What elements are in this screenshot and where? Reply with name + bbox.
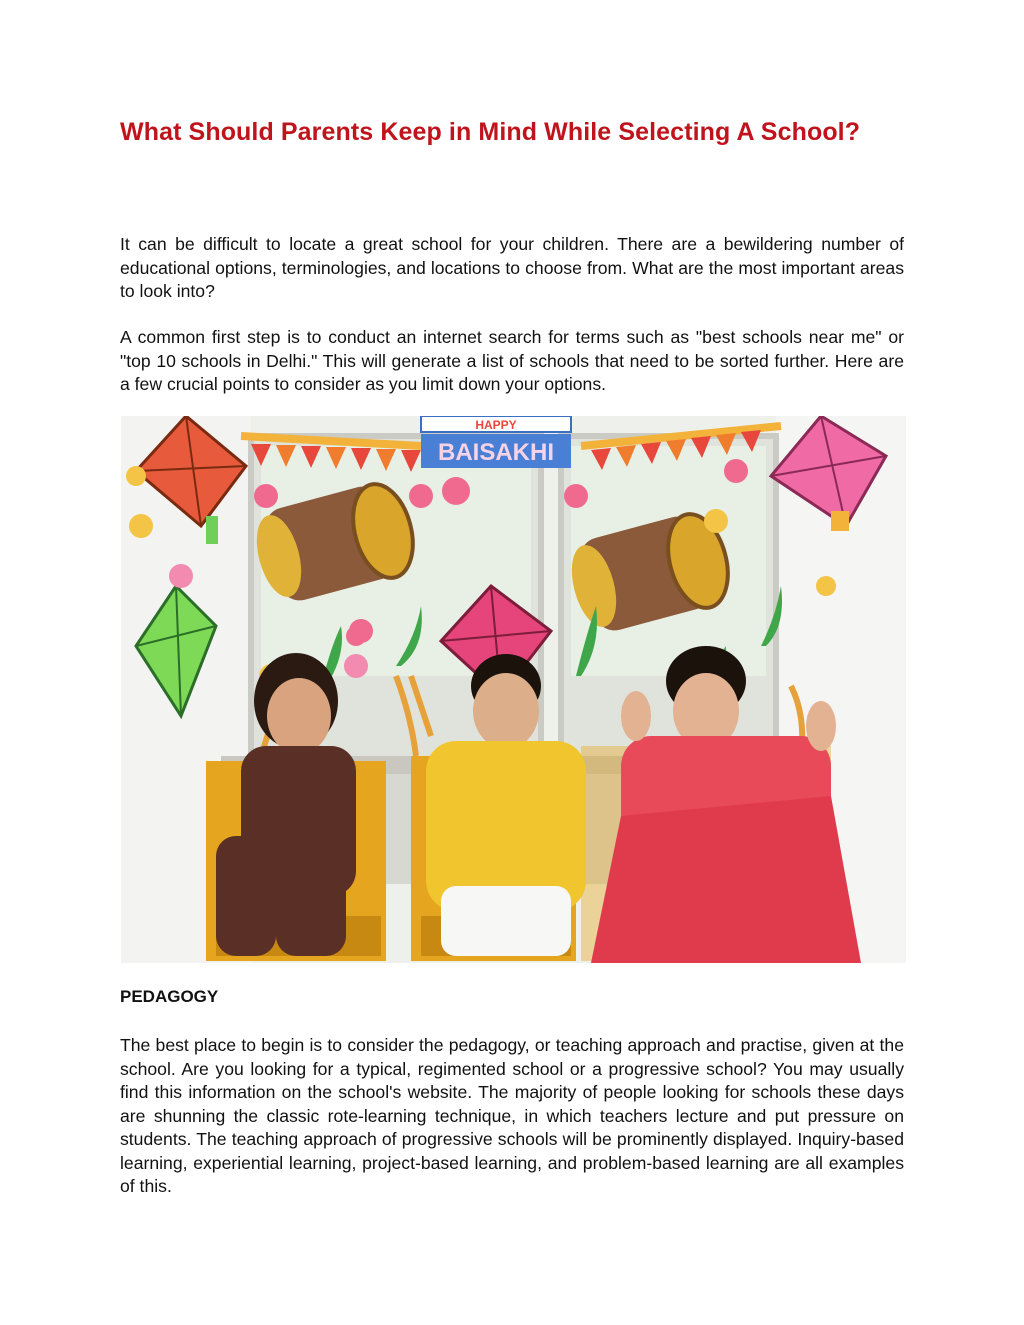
article-title: What Should Parents Keep in Mind While Selecting A School? bbox=[120, 118, 861, 146]
section-body: The best place to begin is to consider the pedagogy, or teaching approach and practise, given at the school. Are you looking for a typical, regimented school or a progressive school? You may usually find this information on the school's website. The majority of people looking for schools these days are shunning the classic rote-learning technique, in which teachers lecture and put pressure on students. The teaching approach of progressive schools will be prominently displayed. Inquiry-based learning, experiential learning, project-based learning, and problem-based learning are all examples of this. bbox=[120, 1035, 904, 1196]
baisakhi-banner-text: BAISAKHI bbox=[437, 439, 555, 466]
happy-banner-text: HAPPY bbox=[475, 418, 517, 432]
baisakhi-celebration-photo bbox=[121, 416, 906, 963]
intro-paragraph-2: A common first step is to conduct an internet search for terms such as "best schools near me" or "top 10 schools in Delhi." This will generate a list of schools that need to be sorted further. Here are a few crucial points to consider as you limit down your options. bbox=[120, 327, 904, 394]
section-heading: PEDAGOGY bbox=[120, 987, 219, 1006]
photo-illustration bbox=[121, 416, 906, 963]
intro-paragraph-1: It can be difficult to locate a great school for your children. There are a bewildering number of educational options, terminologies, and locations to choose from. What are the most important areas to look into? bbox=[120, 234, 904, 301]
